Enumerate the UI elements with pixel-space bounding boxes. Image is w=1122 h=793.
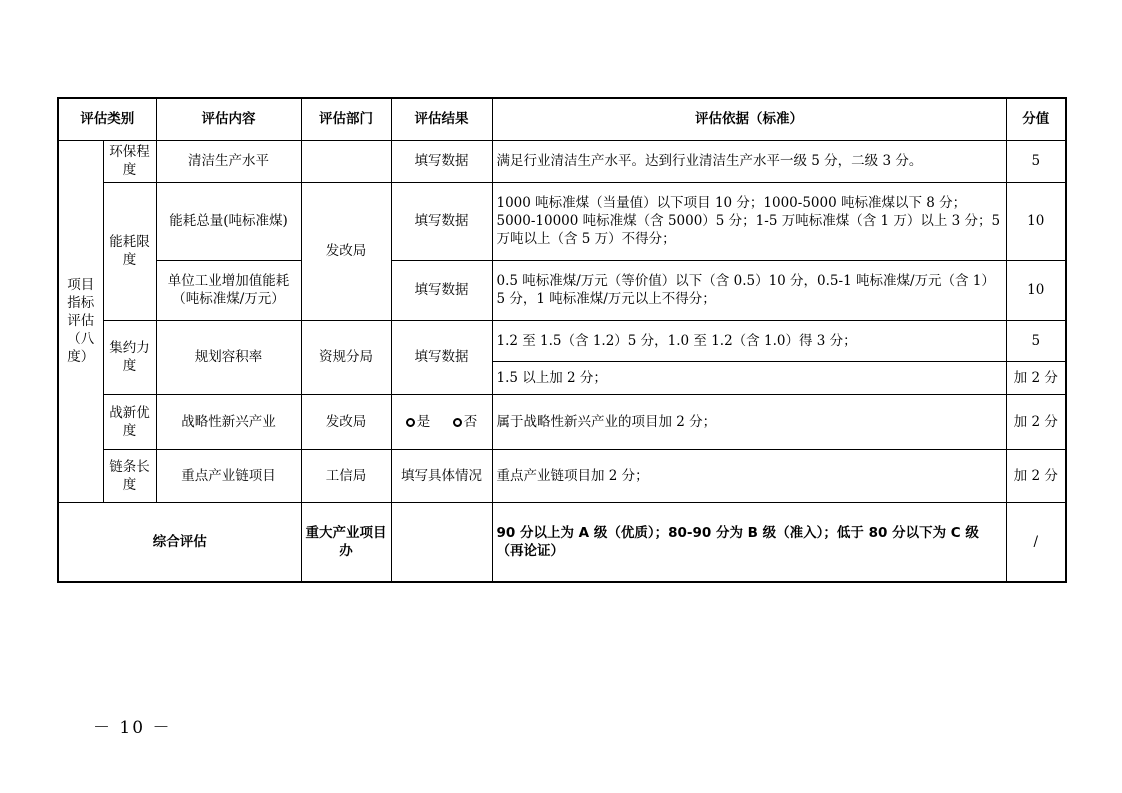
score-cell: 加 2 分: [1006, 394, 1066, 449]
content-cell: 能耗总量(吨标准煤): [156, 182, 301, 260]
header-department: 评估部门: [301, 98, 391, 140]
basis-cell: 属于战略性新兴产业的项目加 2 分；: [492, 394, 1006, 449]
yes-label: 是: [416, 413, 431, 430]
summary-score: /: [1006, 502, 1066, 582]
result-cell: 填写具体情况: [391, 449, 492, 502]
basis-cell: 重点产业链项目加 2 分；: [492, 449, 1006, 502]
evaluation-table: [57, 97, 1067, 583]
table-row: [58, 320, 1066, 361]
score-cell: 5: [1006, 140, 1066, 182]
summary-department: 重大产业项目办: [301, 502, 391, 582]
department-cell: 资规分局: [301, 320, 391, 394]
score-cell: 10: [1006, 182, 1066, 260]
content-cell: 战略性新兴产业: [156, 394, 301, 449]
table-row: [58, 182, 1066, 260]
basis-cell: 满足行业清洁生产水平。达到行业清洁生产水平一级 5 分，二级 3 分。: [492, 140, 1006, 182]
result-cell: 填写数据: [391, 320, 492, 394]
content-cell: 重点产业链项目: [156, 449, 301, 502]
sub-category-intensive: 集约力度: [103, 320, 156, 394]
summary-row: [58, 502, 1066, 582]
result-cell: 填写数据: [391, 260, 492, 320]
no-option[interactable]: [449, 414, 478, 430]
result-cell: 填写数据: [391, 140, 492, 182]
result-cell: [391, 394, 492, 449]
score-cell: 加 2 分: [1006, 449, 1066, 502]
sub-category-energy: 能耗限度: [103, 182, 156, 320]
score-cell: 5: [1006, 320, 1066, 361]
table-row: [58, 394, 1066, 449]
no-label: 否: [463, 413, 478, 430]
header-score: 分值: [1006, 98, 1066, 140]
summary-label: 综合评估: [58, 502, 301, 582]
table-header-row: [58, 98, 1066, 140]
header-content: 评估内容: [156, 98, 301, 140]
department-cell: 发改局: [301, 182, 391, 320]
table-row: [58, 260, 1066, 320]
basis-cell: 1.2 至 1.5（含 1.2）5 分，1.0 至 1.2（含 1.0）得 3 分；: [492, 320, 1006, 361]
department-cell: 发改局: [301, 394, 391, 449]
group-label: 项目指标评估（八度）: [58, 140, 103, 502]
table-row: [58, 449, 1066, 502]
summary-result-empty: [391, 502, 492, 582]
content-cell: 清洁生产水平: [156, 140, 301, 182]
content-cell: 单位工业增加值能耗（吨标准煤/万元）: [156, 260, 301, 320]
page-number: － 10 －: [93, 718, 172, 738]
basis-cell: 0.5 吨标准煤/万元（等价值）以下（含 0.5）10 分，0.5-1 吨标准煤/万元（含 1）5 分，1 吨标准煤/万元以上不得分；: [492, 260, 1006, 320]
yes-option[interactable]: [406, 414, 435, 430]
sub-category-env: 环保程度: [103, 140, 156, 182]
radio-circle-icon: [453, 418, 462, 427]
header-category: 评估类别: [58, 98, 156, 140]
table-row: [58, 140, 1066, 182]
sub-category-chain: 链条长度: [103, 449, 156, 502]
score-cell: 加 2 分: [1006, 361, 1066, 394]
sub-category-strategic: 战新优度: [103, 394, 156, 449]
content-cell: 规划容积率: [156, 320, 301, 394]
header-basis: 评估依据（标准）: [492, 98, 1006, 140]
score-cell: 10: [1006, 260, 1066, 320]
department-cell: 工信局: [301, 449, 391, 502]
department-cell-empty: [301, 140, 391, 182]
basis-cell: 1000 吨标准煤（当量值）以下项目 10 分；1000-5000 吨标准煤以下 8 分；5000-10000 吨标准煤（含 5000）5 分；1-5 万吨标准煤（含 1 万）以上 3 分；5 万吨以上（含 5 万）不得分；: [492, 182, 1006, 260]
radio-circle-icon: [406, 418, 415, 427]
basis-cell: 1.5 以上加 2 分；: [492, 361, 1006, 394]
header-result: 评估结果: [391, 98, 492, 140]
result-cell: 填写数据: [391, 182, 492, 260]
summary-basis: 90 分以上为 A 级（优质）；80-90 分为 B 级（准入）；低于 80 分以下为 C 级（再论证）: [492, 502, 1006, 582]
